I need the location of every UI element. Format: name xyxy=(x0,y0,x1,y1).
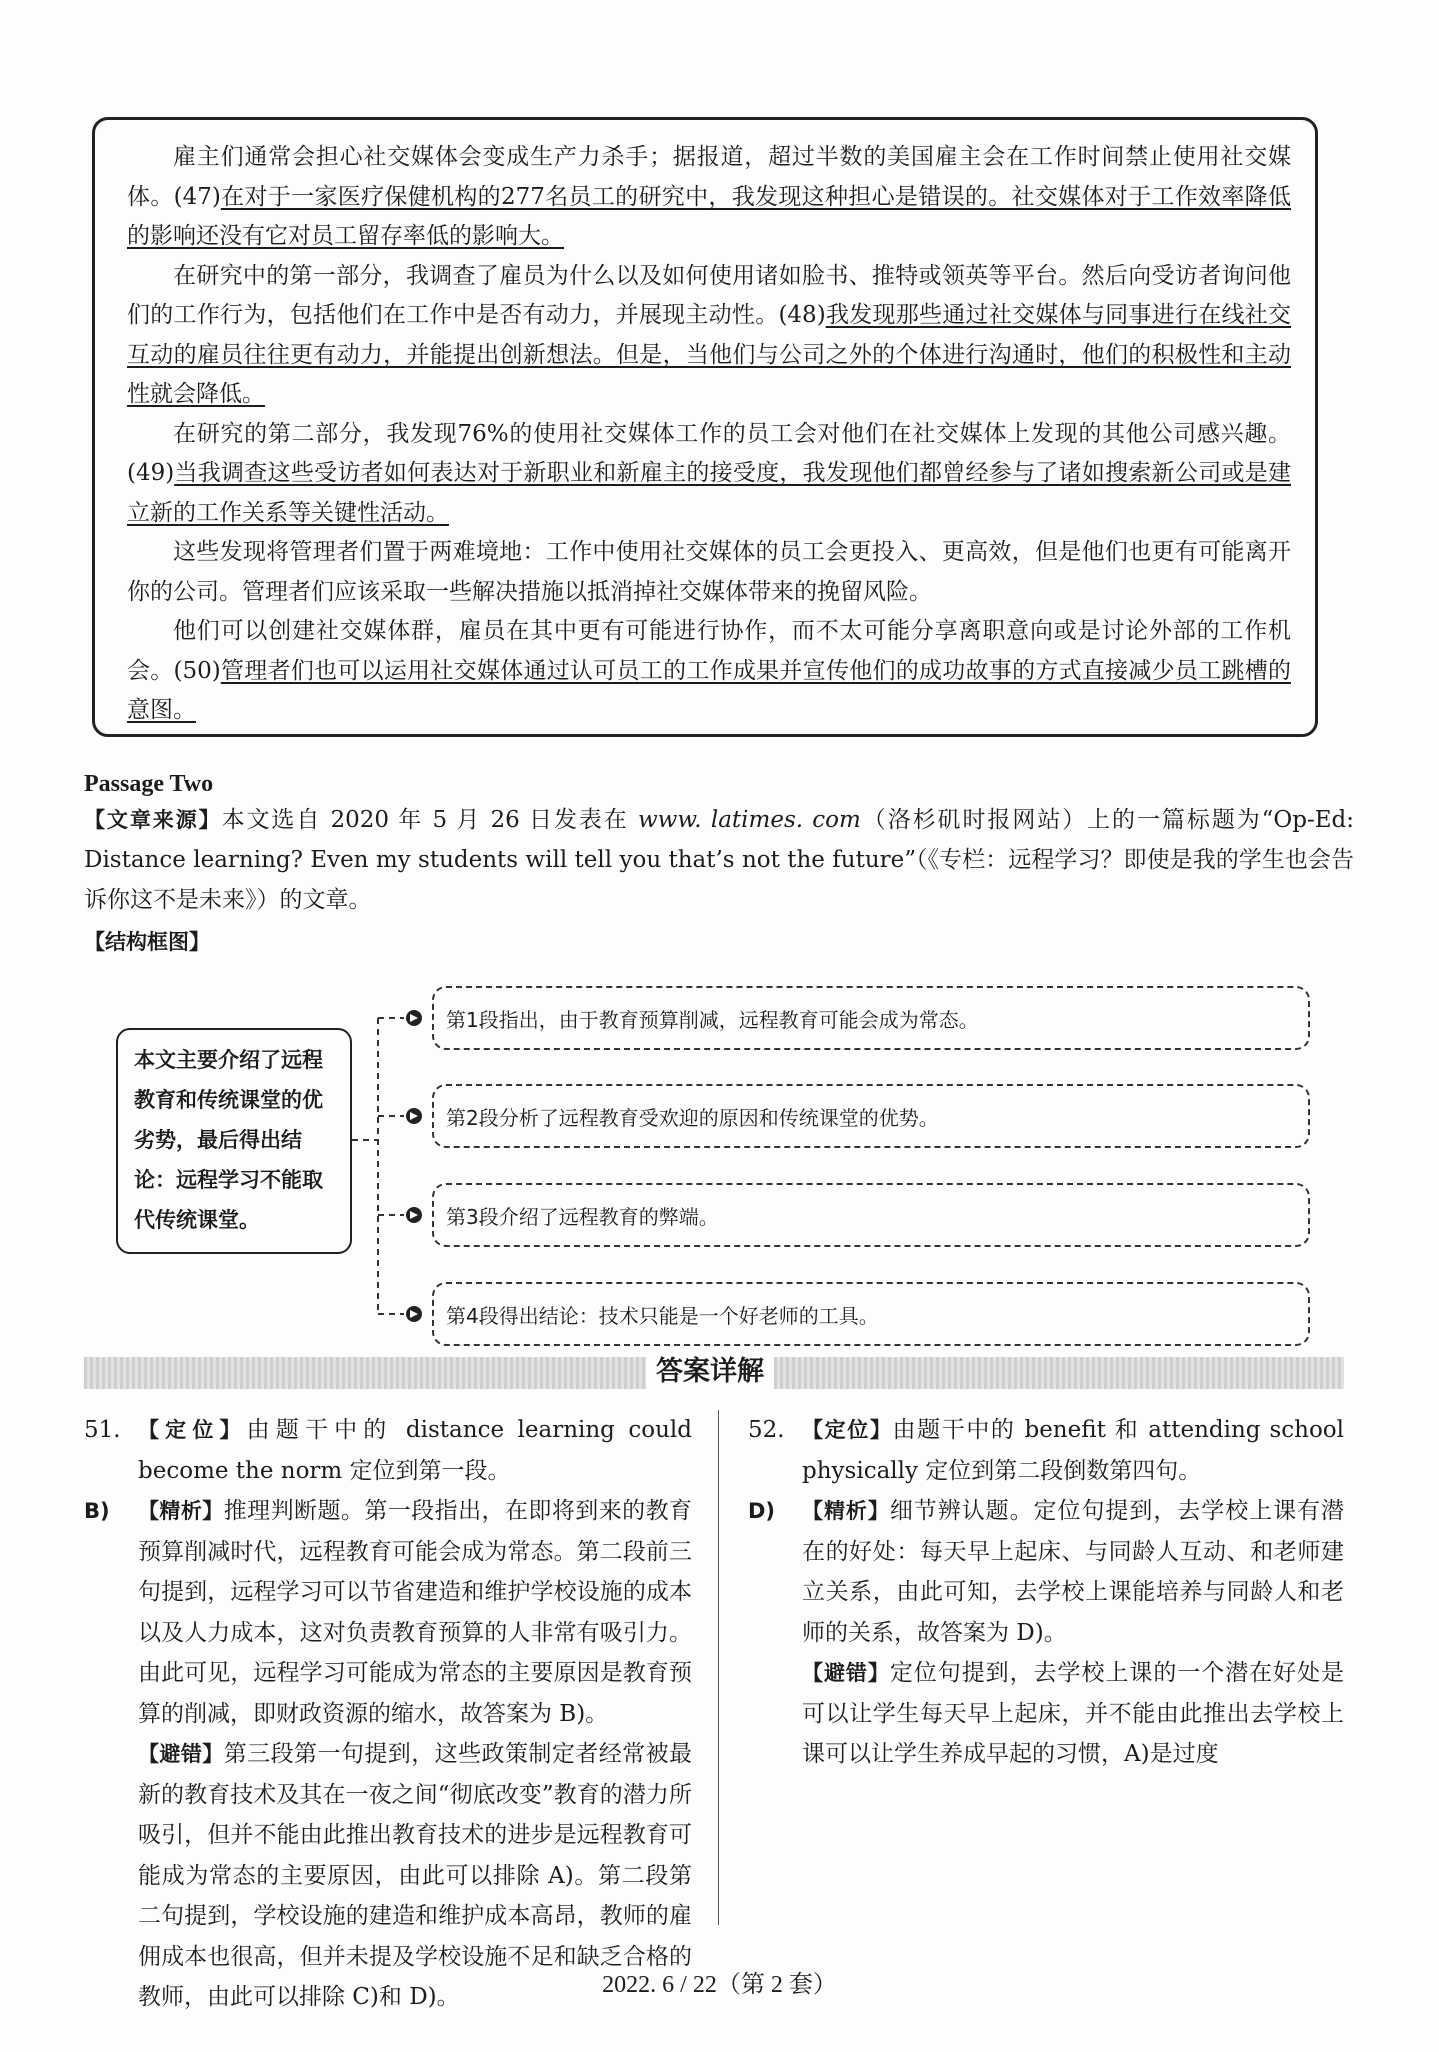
diagram-connector xyxy=(352,1010,434,1340)
box-para-3: 在研究的第二部分，我发现76%的使用社交媒体工作的员工会对他们在社交媒体上发现的其他公司感兴趣。(49)当我调查这些受访者如何表达对于新职业和新雇主的接受度，我发现他们都曾经参与了诸如搜索新公司或是建立新的工作关系等关键性活动。 xyxy=(127,420,1291,526)
q52-answer: D) xyxy=(748,1499,776,1523)
diagram-branch-1: 第1段指出，由于教育预算削减，远程教育可能会成为常态。 xyxy=(432,986,1310,1050)
box-para-5: 他们可以创建社交媒体群，雇员在其中更有可能进行协作，而不太可能分享离职意向或是讨论外部的工作机会。(50)管理者们也可以运用社交媒体通过认可员工的工作成果并宣传他们的成功故事的方式直接减少员工跳槽的意图。 xyxy=(127,618,1291,723)
diagram-branch-4: 第4段得出结论：技术只能是一个好老师的工具。 xyxy=(432,1282,1310,1346)
box-para-1: 雇主们通常会担心社交媒体会变成生产力杀手；据报道，超过半数的美国雇主会在工作时间禁止使用社交媒体。(47)在对于一家医疗保健机构的277名员工的研究中，我发现这种担心是错误的。社交媒体对于工作效率降低的影响还没有它对员工留存率低的影响大。 xyxy=(127,144,1292,249)
source-site: www. latimes. com xyxy=(637,807,861,833)
q52-number: 52. xyxy=(748,1417,785,1443)
structure-label: 【结构框图】 xyxy=(84,930,210,954)
arrow-icon xyxy=(406,1010,422,1322)
translation-box xyxy=(92,117,1318,737)
diagram-main-box: 本文主要介绍了远程教育和传统课堂的优劣势，最后得出结论：远程学习不能取代传统课堂。 xyxy=(116,1028,352,1254)
q51-locate: 51. 【定位】由题干中的 distance learning could become the norm 定位到第一段。 xyxy=(84,1410,692,1491)
answer-column-right xyxy=(748,1410,1344,1775)
diagram-branch-2: 第2段分析了远程教育受欢迎的原因和传统课堂的优势。 xyxy=(432,1084,1310,1148)
q52-locate: 52. 【定位】由题干中的 benefit 和 attending school physically 定位到第二段倒数第四句。 xyxy=(748,1410,1344,1491)
answer-banner-title: 答案详解 xyxy=(646,1350,774,1394)
passage-title: Passage Two xyxy=(84,771,214,797)
page-footer: 2022. 6 / 22（第 2 套） xyxy=(602,1972,837,1998)
q52-analysis: D) 【精析】细节辨认题。定位句提到，去学校上课有潜在的好处：每天早上起床、与同龄人互动、和老师建立关系，由此可知，去学校上课能培养与同龄人和老师的关系，故答案为 D)。 【避错】定位句提到，去学校上课的一个潜在好处是可以让学生每天早上起床，并不能由此推出去学校上课可以让学生养成早起的习惯，A)是过度 xyxy=(748,1491,1344,1775)
q51-analysis: B) 【精析】推理判断题。第一段指出，在即将到来的教育预算削减时代，远程教育可能会成为常态。第二段前三句提到，远程学习可以节省建造和维护学校设施的成本以及人力成本，这对负责教育预算的人非常有吸引力。由此可见，远程学习可能成为常态的主要原因是教育预算的削减，即财政资源的缩水，故答案为 B)。 【避错】第三段第一句提到，这些政策制定者经常被最新的教育技术及其在一夜之间“彻底改变”教育的潜力所吸引，但并不能由此推出教育技术的进步是远程教育可能成为常态的主要原因，由此可以排除 A)。第二段第二句提到，学校设施的建造和维护成本高昂，教师的雇佣成本也很高，但并未提及学校设施不足和缺乏合格的教师，由此可以排除 C)和 D)。 xyxy=(84,1491,692,2018)
source-label: 【文章来源】 xyxy=(84,808,222,832)
box-para-4: 这些发现将管理者们置于两难境地：工作中使用社交媒体的员工会更投入、更高效，但是他们也更有可能离开你的公司。管理者们应该采取一些解决措施以抵消掉社交媒体带来的挽留风险。 xyxy=(127,539,1291,605)
q51-answer: B) xyxy=(84,1499,110,1523)
box-para-2: 在研究中的第一部分，我调查了雇员为什么以及如何使用诸如脸书、推特或领英等平台。然后向受访者询问他们的工作行为，包括他们在工作中是否有动力，并展现主动性。(48)我发现那些通过社交媒体与同事进行在线社交互动的雇员往往更有动力，并能提出创新想法。但是，当他们与公司之外的个体进行沟通时，他们的积极性和主动性就会降低。 xyxy=(127,262,1291,407)
diagram-branch-3: 第3段介绍了远程教育的弊端。 xyxy=(432,1183,1310,1247)
answer-column-left xyxy=(84,1410,692,2018)
q51-number: 51. xyxy=(84,1417,121,1443)
article-source: 【文章来源】本文选自 2020 年 5 月 26 日发表在 www. latimes. com（洛杉矶时报网站）上的一篇标题为“Op-Ed: Distance learning? Even my students will tell you that’s not the future”（《专栏：远程学习？即使是我的学生也会告诉你这不是未来》）的文章。 xyxy=(84,807,1354,913)
column-divider xyxy=(718,1410,719,1925)
